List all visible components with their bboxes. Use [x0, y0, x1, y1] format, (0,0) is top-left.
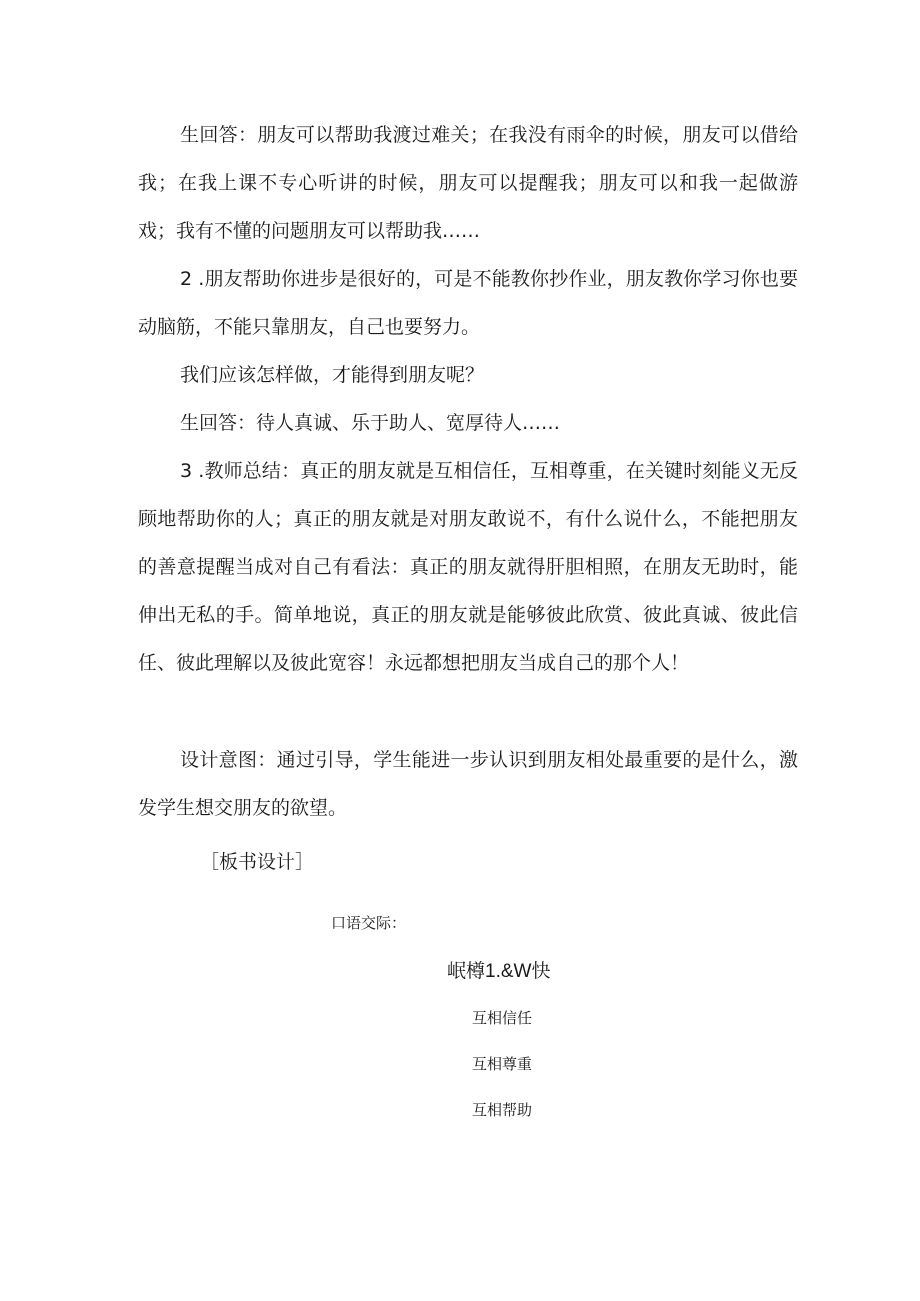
board-label: 口语交际：: [331, 915, 407, 932]
paragraph-student-answer-1: 生回答：朋友可以帮助我渡过难关；在我没有雨伞的时候，朋友可以借给我；在我上课不专心听讲的时候，朋友可以提醒我；朋友可以和我一起做游戏；我有不懂的问题朋友可以帮助我……: [138, 124, 798, 242]
paragraph-point-2: 2 .朋友帮助你进步是很好的，可是不能教你抄作业，朋友教你学习你也要动脑筋，不能只靠朋友，自己也要努力。: [138, 268, 798, 338]
board-item: 互相尊重: [472, 1056, 533, 1073]
paragraph-question: 我们应该怎样做，才能得到朋友呢？: [180, 364, 485, 386]
board-design-heading: ［板书设计］: [200, 851, 315, 873]
paragraph-teacher-summary: 3 .教师总结：真正的朋友就是互相信任，互相尊重，在关键时刻能义无反顾地帮助你的人；真正的朋友就是对朋友敢说不，有什么说什么，不能把朋友的善意提醒当成对自己有看法：真正的朋友就得肝胆相照，在朋友无助时，能伸出无私的手。简单地说，真正的朋友就是能够彼此欣赏、彼此真诚、彼此信任、彼此理解以及彼此宽容！永远都想把朋友当成自己的那个人！: [138, 460, 798, 674]
paragraph-design-intent: 设计意图：通过引导，学生能进一步认识到朋友相处最重要的是什么，激发学生想交朋友的欲望。: [138, 749, 798, 819]
board-item: 互相帮助: [472, 1102, 533, 1119]
board-title: 岷樽1.&W快: [447, 961, 551, 982]
paragraph-student-answer-2: 生回答：待人真诚、乐于助人、宽厚待人……: [180, 412, 561, 434]
board-item: 互相信任: [472, 1010, 533, 1027]
